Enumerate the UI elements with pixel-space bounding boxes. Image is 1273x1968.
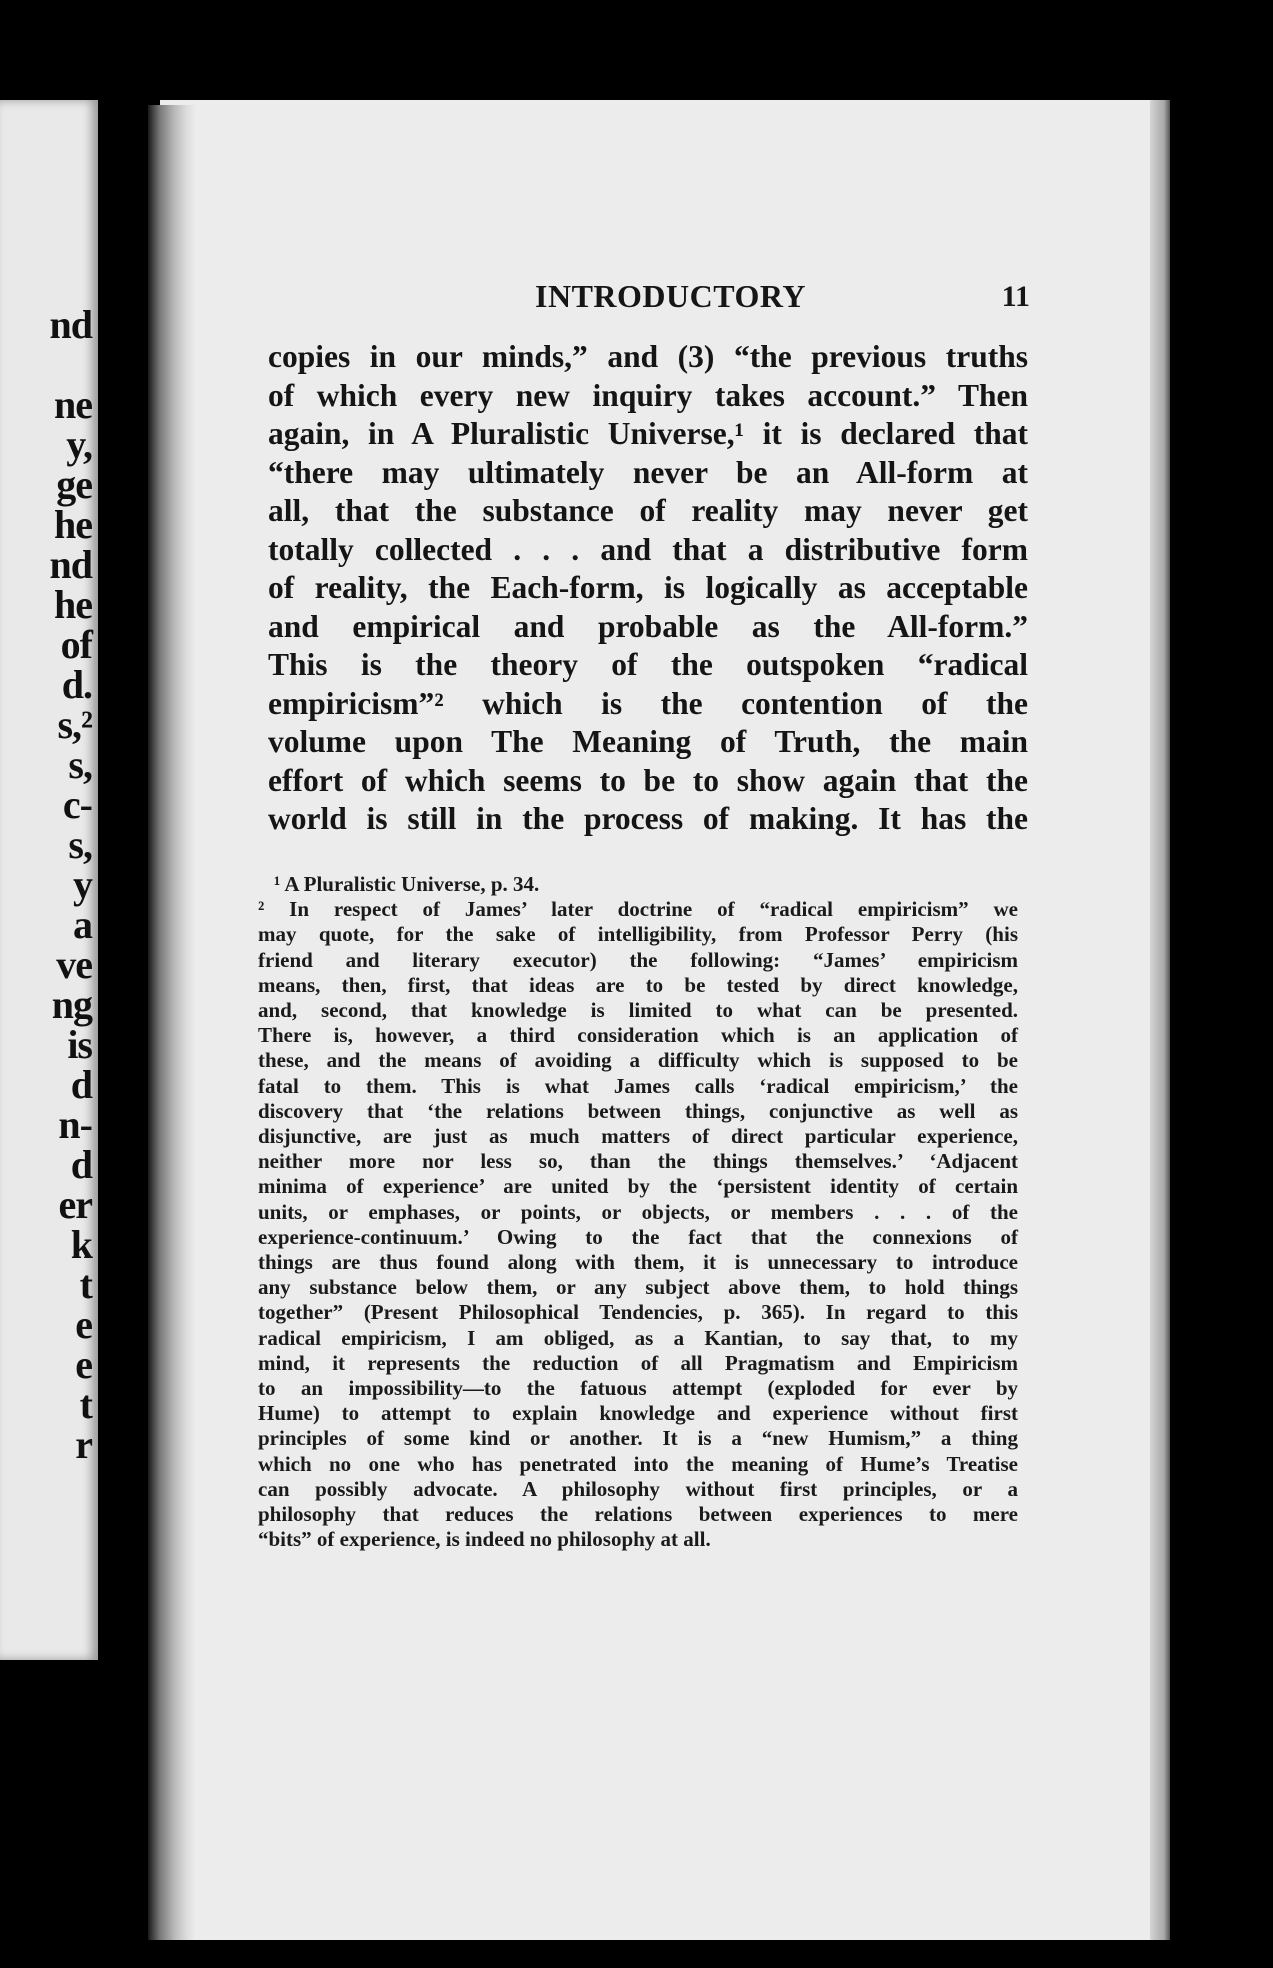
footnote-line: and, second, that knowledge is limited to what can be presented. bbox=[258, 998, 1018, 1023]
footnote-line: friend and literary executor) the following: “James’ empiricism bbox=[258, 947, 1018, 972]
left-fragment-line: ng bbox=[51, 982, 92, 1027]
body-paragraph bbox=[268, 338, 1028, 839]
left-fragment-line: s,² bbox=[57, 702, 92, 747]
left-fragment-line: s, bbox=[68, 742, 92, 787]
footnote-line: these, and the means of avoiding a difficulty which is supposed to be bbox=[258, 1048, 1018, 1073]
left-fragment-line: c- bbox=[62, 782, 92, 827]
footnotes bbox=[258, 872, 1018, 1552]
left-fragment-line: y bbox=[73, 862, 92, 907]
footnote-line: “bits” of experience, is indeed no philosophy at all. bbox=[258, 1527, 711, 1552]
body-line: of which every new inquiry takes account.” Then bbox=[268, 377, 1028, 413]
body-line: This is the theory of the outspoken “radical bbox=[268, 647, 1028, 682]
left-fragment-line: ve bbox=[56, 942, 92, 987]
left-fragment-line: he bbox=[54, 502, 92, 547]
left-fragment-line: nd bbox=[49, 302, 92, 347]
footnote-line: discovery that ‘the relations between things, conjunctive as well as bbox=[258, 1098, 1018, 1123]
body-line: again, in A Pluralistic Universe,¹ it is declared that bbox=[268, 416, 1028, 451]
footnote-line: experience-continuum.’ Owing to the fact that the connexions of bbox=[258, 1224, 1018, 1249]
left-fragment-line: y, bbox=[66, 422, 92, 467]
left-fragment-line: d. bbox=[61, 662, 92, 707]
body-line: all, that the substance of reality may never get bbox=[268, 493, 1028, 528]
left-fragment-line: d bbox=[70, 1062, 92, 1107]
footnote-line: disjunctive, are just as much matters of direct particular experience, bbox=[258, 1124, 1018, 1149]
body-line: empiricism”² which is the contention of the bbox=[268, 685, 1028, 721]
left-fragment-line: r bbox=[75, 1422, 92, 1467]
footnote-line: which no one who has penetrated into the meaning of Hume’s Treatise bbox=[258, 1451, 1018, 1476]
left-page-text-fragments bbox=[49, 302, 93, 1467]
left-fragment-line: e bbox=[75, 1342, 92, 1387]
page-header bbox=[270, 278, 1030, 318]
body-line: of reality, the Each-form, is logically as acceptable bbox=[268, 570, 1028, 605]
book-gutter bbox=[148, 105, 196, 1940]
page-number: 11 bbox=[1001, 280, 1030, 313]
left-fragment-line: nd bbox=[49, 542, 92, 587]
footnote-line: radical empiricism, I am obliged, as a Kantian, to say that, to my bbox=[258, 1325, 1018, 1350]
footnote-line: any substance below them, or any subject above them, to hold things bbox=[258, 1275, 1018, 1300]
body-line: and empirical and probable as the All-form.” bbox=[268, 608, 1028, 644]
left-fragment-line: n- bbox=[58, 1102, 92, 1147]
footnote-line: units, or emphases, or points, or objects, or members . . . of the bbox=[258, 1199, 1018, 1224]
body-line: volume upon The Meaning of Truth, the main bbox=[268, 724, 1028, 759]
left-fragment-line: t bbox=[79, 1382, 92, 1427]
footnote-line: There is, however, a third consideration which is an application of bbox=[258, 1023, 1018, 1048]
left-fragment-line: e bbox=[75, 1302, 92, 1347]
footnote-line: fatal to them. This is what James calls ‘radical empiricism,’ the bbox=[258, 1073, 1018, 1098]
body-line: world is still in the process of making. It has the bbox=[268, 801, 1028, 836]
left-fragment-line: a bbox=[73, 902, 92, 947]
body-line: copies in our minds,” and (3) “the previous truths bbox=[268, 339, 1028, 374]
left-fragment-line bbox=[50, 345, 93, 385]
body-line: “there may ultimately never be an All-form at bbox=[268, 454, 1028, 490]
left-fragment-line: t bbox=[79, 1262, 92, 1307]
footnote-line: Hume) to attempt to explain knowledge and experience without first bbox=[258, 1401, 1018, 1426]
footnote-line: philosophy that reduces the relations between experiences to mere bbox=[258, 1502, 1018, 1527]
footnote-line: minima of experience’ are united by the ‘persistent identity of certain bbox=[258, 1174, 1018, 1199]
body-line: totally collected . . . and that a distributive form bbox=[268, 531, 1028, 567]
footnote-line: ¹ A Pluralistic Universe, p. 34. bbox=[274, 872, 540, 896]
left-fragment-line: s, bbox=[68, 822, 92, 867]
footnote-line: may quote, for the sake of intelligibility, from Professor Perry (his bbox=[258, 922, 1018, 947]
footnote-line: to an impossibility—to the fatuous attempt (exploded for ever by bbox=[258, 1376, 1018, 1401]
left-fragment-line: is bbox=[67, 1022, 92, 1067]
footnote-line: things are thus found along with them, it is unnecessary to introduce bbox=[258, 1250, 1018, 1275]
left-fragment-line: ne bbox=[54, 382, 92, 427]
footnote-line: mind, it represents the reduction of all Pragmatism and Empiricism bbox=[258, 1350, 1018, 1375]
left-fragment-line: ge bbox=[56, 462, 92, 507]
footnote-line: neither more nor less so, than the things themselves.’ ‘Adjacent bbox=[258, 1149, 1018, 1174]
left-fragment-line: er bbox=[58, 1182, 92, 1227]
page-edge-shadow bbox=[1150, 100, 1170, 1940]
footnote-line: principles of some kind or another. It is a “new Humism,” a thing bbox=[258, 1426, 1018, 1451]
footnote-line: together” (Present Philosophical Tendencies, p. 365). In regard to this bbox=[258, 1300, 1018, 1325]
left-fragment-line: d bbox=[70, 1142, 92, 1187]
left-fragment-line: he bbox=[54, 582, 92, 627]
footnote-line: ² In respect of James’ later doctrine of “radical empiricism” we bbox=[258, 897, 1018, 922]
left-page-edge bbox=[0, 100, 98, 1660]
body-line: effort of which seems to be to show again that the bbox=[268, 762, 1028, 798]
footnote-line: means, then, first, that ideas are to be tested by direct knowledge, bbox=[258, 972, 1018, 997]
footnote-line: can possibly advocate. A philosophy without first principles, or a bbox=[258, 1476, 1018, 1501]
running-head: INTRODUCTORY bbox=[535, 278, 806, 314]
left-fragment-line: k bbox=[70, 1222, 92, 1267]
left-fragment-line: of bbox=[60, 622, 92, 667]
